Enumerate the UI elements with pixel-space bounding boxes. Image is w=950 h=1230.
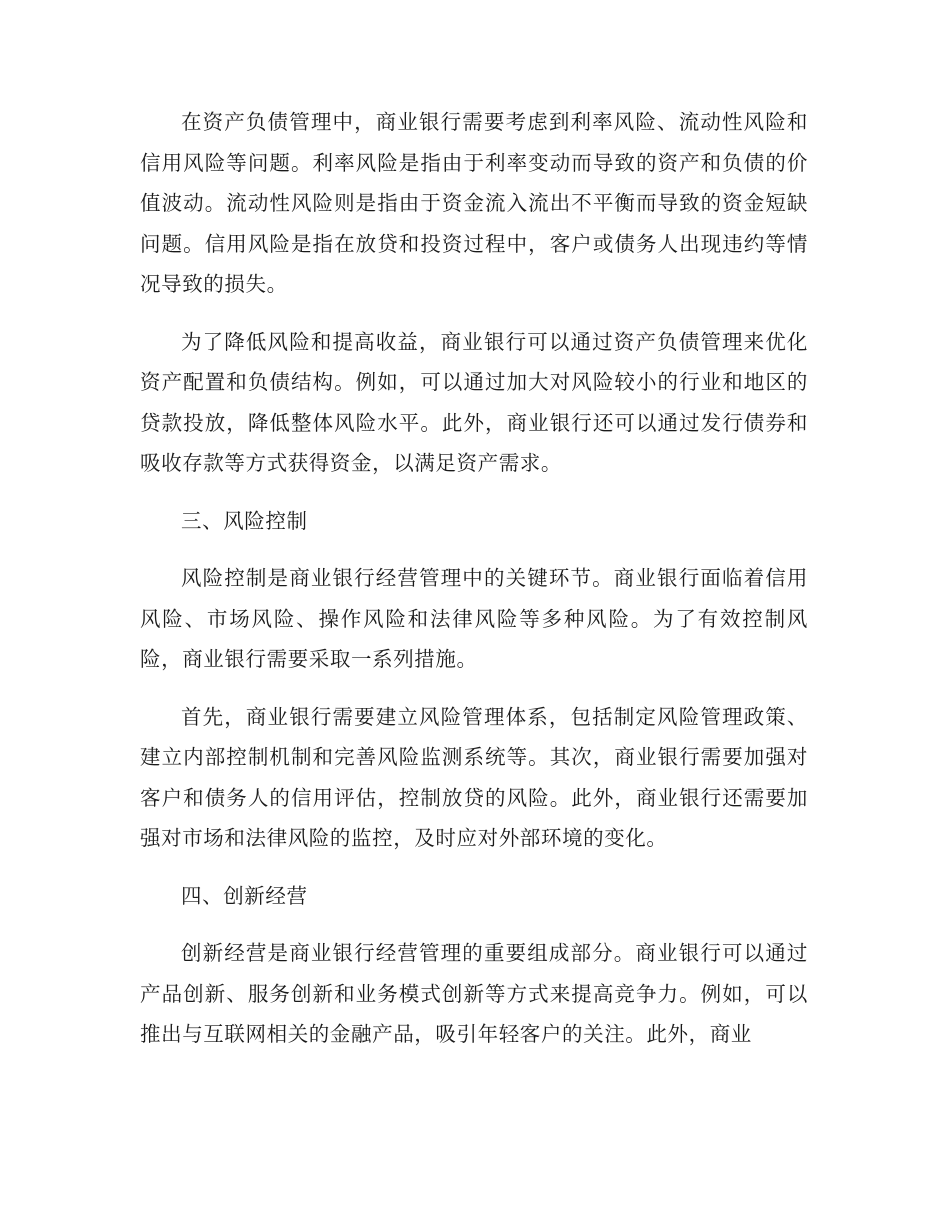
paragraph-innovation-intro: 创新经营是商业银行经营管理的重要组成部分。商业银行可以通过产品创新、服务创新和业务模式创新等方式来提高竞争力。例如，可以推出与互联网相关的金融产品，吸引年轻客户的关注。此外，商业: [140, 941, 808, 1046]
section-heading-risk-control: 三、风险控制: [181, 508, 308, 533]
paragraph-asset-liability-optimization: 为了降低风险和提高收益，商业银行可以通过资产负债管理来优化资产配置和负债结构。例如，可以通过加大对风险较小的行业和地区的贷款投放，降低整体风险水平。此外，商业银行还可以通过发行债券和吸收存款等方式获得资金，以满足资产需求。: [140, 329, 808, 475]
paragraph-risk-types: 在资产负债管理中，商业银行需要考虑到利率风险、流动性风险和信用风险等问题。利率风险是指由于利率变动而导致的资产和负债的价值波动。流动性风险则是指由于资金流入流出不平衡而导致的资金短缺问题。信用风险是指在放贷和投资过程中，客户或债务人出现违约等情况导致的损失。: [140, 110, 808, 296]
document-body: [140, 102, 808, 1072]
paragraph-risk-control-intro: 风险控制是商业银行经营管理中的关键环节。商业银行面临着信用风险、市场风险、操作风险和法律风险等多种风险。为了有效控制风险，商业银行需要采取一系列措施。: [140, 566, 808, 671]
paragraph-risk-control-measures: 首先，商业银行需要建立风险管理体系，包括制定风险管理政策、建立内部控制机制和完善风险监测系统等。其次，商业银行需要加强对客户和债务人的信用评估，控制放贷的风险。此外，商业银行还需要加强对市场和法律风险的监控，及时应对外部环境的变化。: [140, 704, 808, 850]
section-heading-innovation: 四、创新经营: [181, 883, 308, 908]
